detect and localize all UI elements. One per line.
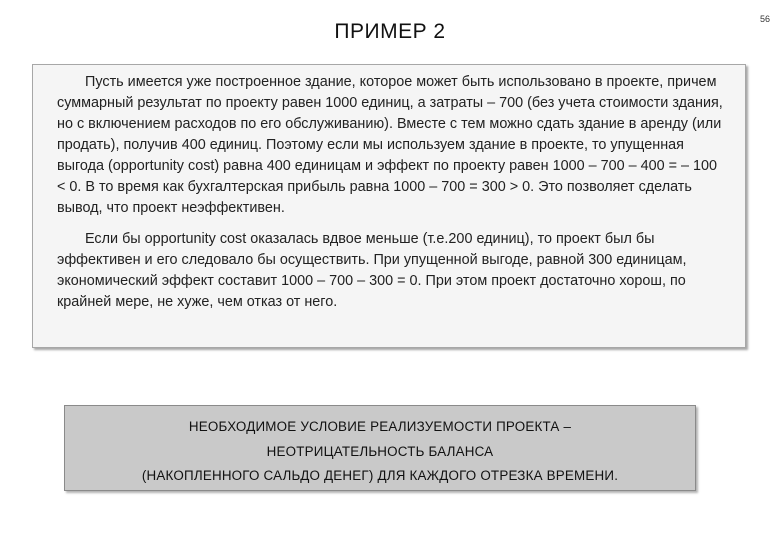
example-text-box: [32, 64, 746, 348]
page-number: 56: [759, 14, 770, 24]
paragraph-example-description: Пусть имеется уже построенное здание, которое может быть использовано в проекте, причем суммарный результат по проекту равен 1000 единиц, а затраты – 700 (без учета стоимости здания, но с включением расходов по его обслуживанию). Вместе с тем можно сдать здание в аренду (или продать), получив 400 единиц. Поэтому если мы используем здание в проекте, то упущенная выгода (opportunity cost) равна 400 единицам и эффект по проекту равен 1000 – 700 – 400 = – 100 < 0. В то время как бухгалтерская прибыль равна 1000 – 700 = 300 > 0. Это позволяет сделать вывод, что проект неэффективен.: [57, 74, 723, 216]
necessary-condition-box: [64, 405, 696, 491]
slide-title: ПРИМЕР 2: [334, 20, 446, 43]
condition-line-3: (НАКОПЛЕННОГО САЛЬДО ДЕНЕГ) ДЛЯ КАЖДОГО ОТРЕЗКА ВРЕМЕНИ.: [141, 468, 619, 483]
condition-line-1: НЕОБХОДИМОЕ УСЛОВИЕ РЕАЛИЗУЕМОСТИ ПРОЕКТА –: [188, 419, 572, 434]
paragraph-opportunity-cost-conclusion: Если бы opportunity cost оказалась вдвое меньше (т.е.200 единиц), то проект был бы эффективен и его следовало бы осуществить. При упущенной выгоде, равной 300 единицам, экономический эффект составит 1000 – 700 – 300 = 0. При этом проект достаточно хорош, по крайней мере, не хуже, чем отказ от него.: [57, 231, 687, 310]
condition-line-2: НЕОТРИЦАТЕЛЬНОСТЬ БАЛАНСА: [266, 443, 494, 459]
